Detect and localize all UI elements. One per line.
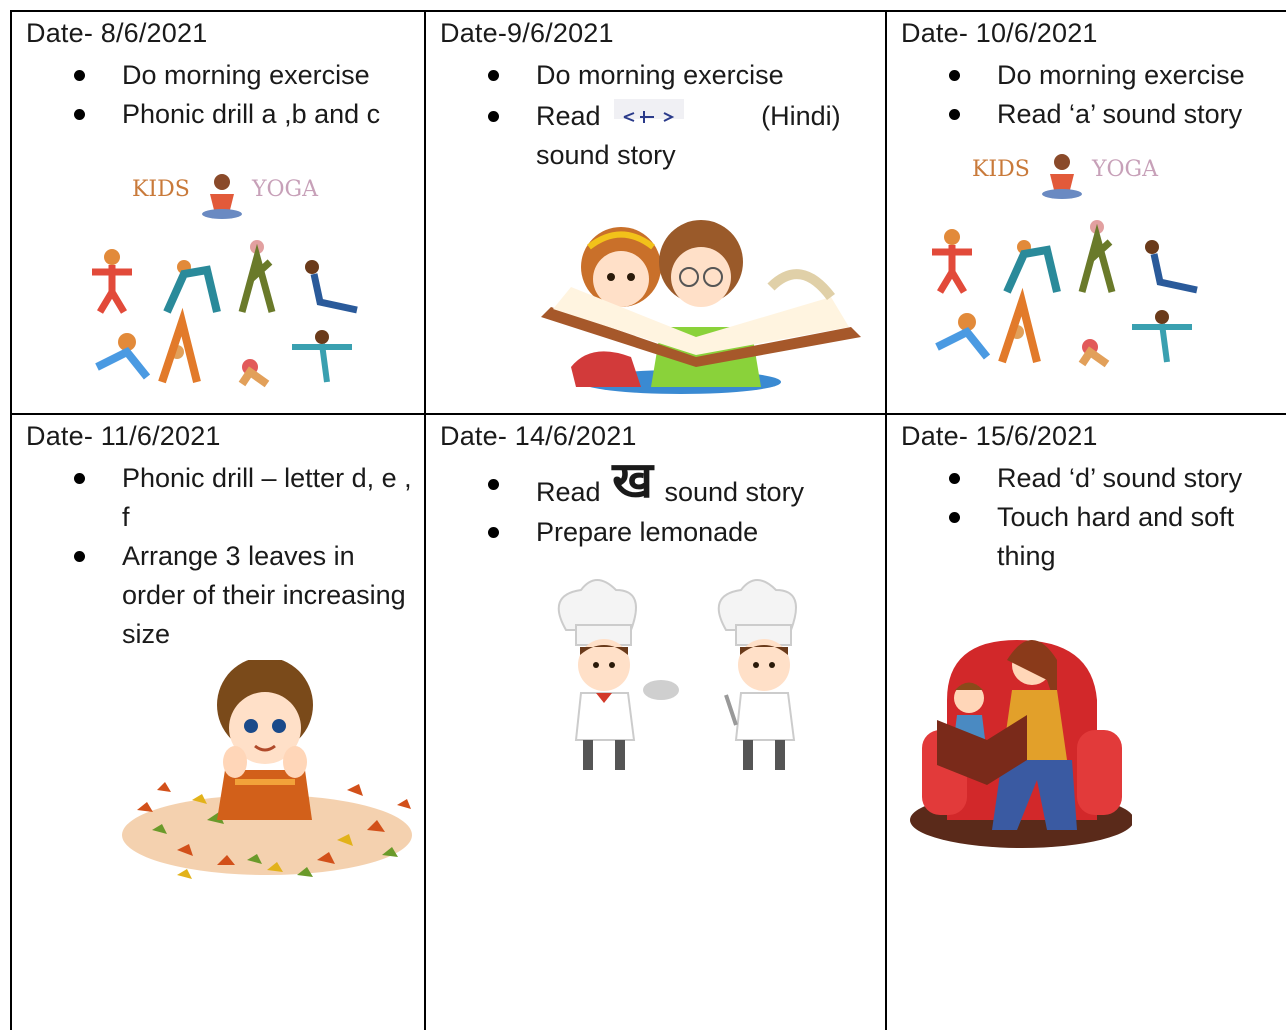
task-item: Do morning exercise (12, 56, 380, 95)
activity-table (10, 10, 1286, 1030)
read-prefix: Read (536, 477, 601, 507)
task-item: Phonic drill – letter d, e , f (12, 459, 417, 537)
read-prefix: Read (536, 101, 601, 131)
two-child-chefs-illustration (536, 575, 826, 785)
hindi-letter: ख (612, 451, 653, 509)
read-line-2: sound story (536, 140, 676, 170)
yoga-title-left: KIDS (132, 177, 190, 202)
task-item: Read ‘a’ sound story (887, 95, 1245, 134)
cell-10-6-2021 (887, 12, 1286, 413)
cell-9-6-2021 (426, 12, 885, 413)
task-list (426, 56, 841, 175)
cell-date: Date- 8/6/2021 (26, 18, 208, 48)
task-item-read-hindi (426, 97, 841, 175)
task-item: Do morning exercise (426, 56, 841, 95)
cell-date: Date- 10/6/2021 (901, 18, 1098, 48)
cell-11-6-2021 (12, 415, 424, 1030)
yoga-pose-figures (932, 220, 1197, 364)
task-item: Do morning exercise (887, 56, 1245, 95)
yoga-title-left: KIDS (972, 157, 1030, 182)
chef-kid-right (719, 580, 796, 770)
yoga-title-right: YOGA (1092, 157, 1159, 182)
cell-15-6-2021 (887, 415, 1286, 1030)
yoga-title-right: YOGA (252, 177, 319, 202)
task-item-read-hindi (426, 451, 805, 513)
yoga-pose-figures (92, 240, 357, 384)
task-item: Read ‘d’ sound story (887, 459, 1282, 498)
kids-yoga-illustration (912, 142, 1212, 377)
hindi-letter-image (614, 99, 684, 119)
task-item: Arrange 3 leaves in order of their increasing size (12, 537, 417, 654)
cell-date: Date- 14/6/2021 (440, 421, 637, 451)
meditating-kid-figure (202, 174, 242, 219)
task-item: Phonic drill a ,b and c (12, 95, 380, 134)
task-list (887, 459, 1282, 576)
read-suffix: sound story (664, 477, 805, 507)
task-list (12, 56, 380, 134)
cell-date: Date- 11/6/2021 (26, 421, 221, 451)
task-list (12, 459, 417, 654)
task-item: Touch hard and soft thing (887, 498, 1282, 576)
mother-reading-to-child-illustration (907, 620, 1132, 850)
task-list (426, 451, 805, 552)
chef-kid-left (559, 580, 679, 770)
cell-14-6-2021 (426, 415, 885, 1030)
task-item: Prepare lemonade (426, 513, 804, 552)
cell-date: Date- 15/6/2021 (901, 421, 1098, 451)
read-suffix: (Hindi) (761, 101, 841, 131)
meditating-kid-figure (1042, 154, 1082, 199)
children-reading-book-illustration (531, 217, 876, 397)
cell-date: Date-9/6/2021 (440, 18, 614, 48)
boy-in-autumn-leaves-illustration (117, 660, 422, 885)
kids-yoga-illustration (72, 162, 372, 397)
task-list (887, 56, 1245, 134)
cell-8-6-2021 (12, 12, 424, 413)
